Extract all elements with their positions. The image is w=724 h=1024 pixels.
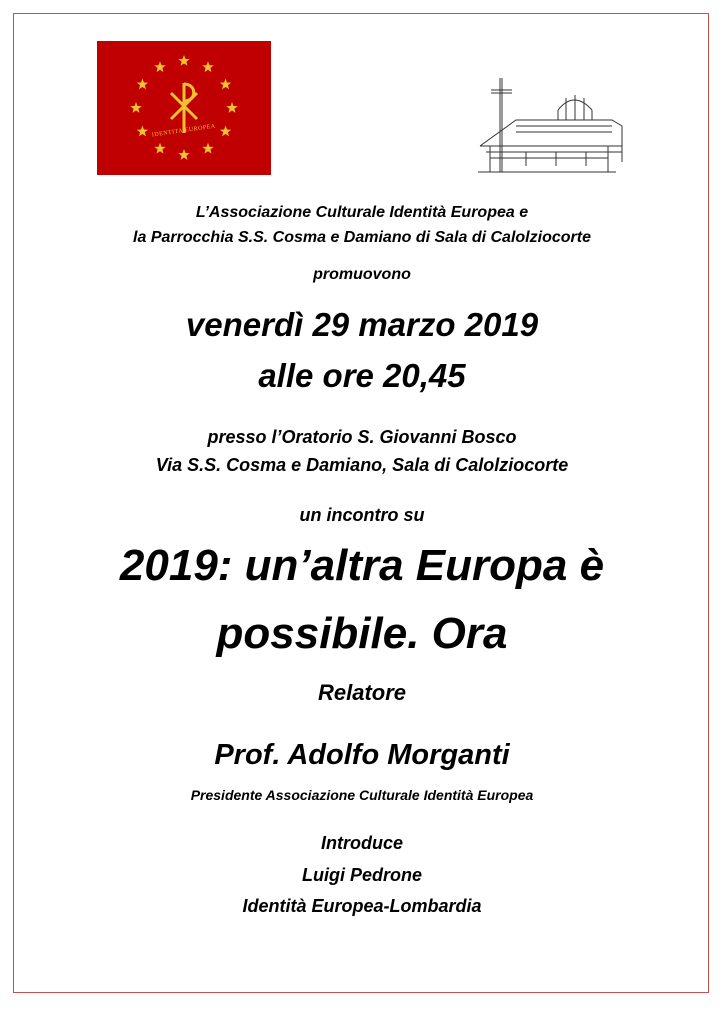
church-sketch	[476, 76, 634, 178]
introducer-org: Identità Europea-Lombardia	[242, 896, 482, 916]
speaker-label: Relatore	[317, 680, 407, 705]
speaker-name: Prof. Adolfo Morganti	[214, 739, 510, 771]
intro-line-2: la Parrocchia S.S. Cosma e Damiano di Sala di Calolziocorte	[133, 229, 591, 246]
event-date: venerdì 29 marzo 2019	[185, 306, 539, 343]
venue-line-2: Via S.S. Cosma e Damiano, Sala di Calolziocorte	[155, 455, 569, 475]
event-intro: un incontro su	[299, 505, 425, 525]
svg-text:IDENTITA EUROPEA: IDENTITA EUROPEA	[151, 123, 217, 139]
identita-europea-logo	[97, 41, 271, 175]
event-time: alle ore 20,45	[258, 357, 466, 394]
introducer-name: Luigi Pedrone	[301, 865, 422, 885]
venue-line-1: presso l’Oratorio S. Giovanni Bosco	[207, 427, 517, 447]
verb-promuovono: promuovono	[313, 266, 411, 283]
introduces-label: Introduce	[320, 833, 403, 853]
event-title-line-1: 2019: un’altra Europa è	[119, 541, 605, 590]
speaker-role: Presidente Associazione Culturale Identità Europea	[190, 787, 534, 803]
event-title-line-2: possibile. Ora	[216, 609, 508, 658]
intro-line-1: L’Associazione Culturale Identità Europea e	[195, 204, 529, 221]
